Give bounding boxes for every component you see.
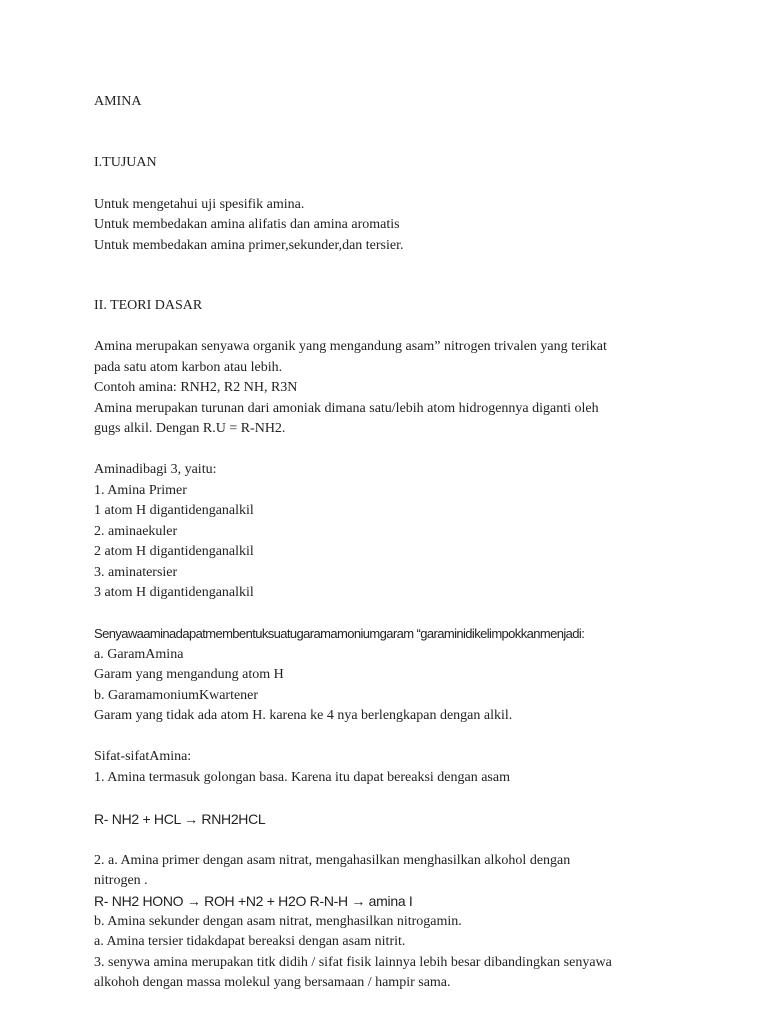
sifat-line: a. Amina tersier tidakdapat bereaksi dengan asam nitrit. xyxy=(94,934,406,950)
tujuan-line: Untuk mengetahui uji spesifik amina. xyxy=(94,196,305,212)
sifat-line: b. Amina sekunder dengan asam nitrat, menghasilkan nitrogamin. xyxy=(94,913,462,929)
sifat-line: 2. a. Amina primer dengan asam nitrat, mengahasilkan menghasilkan alkohol dengan xyxy=(94,852,571,868)
teori-line: Amina merupakan turunan dari amoniak dimana satu/lebih atom hidrogennya diganti oleh xyxy=(94,400,599,416)
klasifikasi-line: 3 atom H digantidenganalkil xyxy=(94,584,254,600)
sifat-line: nitrogen . xyxy=(94,872,148,888)
klasifikasi-line: 1. Amina Primer xyxy=(94,482,187,498)
tujuan-line: Untuk membedakan amina primer,sekunder,dan tersier. xyxy=(94,237,404,253)
sifat-line: 3. senywa amina merupakan titk didih / sifat fisik lainnya lebih besar dibandingkan senyawa xyxy=(94,954,612,970)
garam-line: Garam yang mengandung atom H xyxy=(94,667,284,683)
tujuan-line: Untuk membedakan amina alifatis dan amina aromatis xyxy=(94,217,400,233)
klasifikasi-line: 3. aminatersier xyxy=(94,564,178,580)
teori-line: pada satu atom karbon atau lebih. xyxy=(94,359,283,375)
section-heading-tujuan: I.TUJUAN xyxy=(94,155,157,171)
garam-line: a. GaramAmina xyxy=(94,646,184,662)
section-heading-teori-dasar: II. TEORI DASAR xyxy=(94,298,203,314)
klasifikasi-line: 2 atom H digantidenganalkil xyxy=(94,544,254,560)
teori-line: gugs alkil. Dengan R.U = R-NH2. xyxy=(94,421,286,437)
klasifikasi-line: 2. aminaekuler xyxy=(94,523,178,539)
garam-line: b. GaramamoniumKwartener xyxy=(94,687,259,703)
sifat-line: alkohoh dengan massa molekul yang bersamaan / hampir sama. xyxy=(94,975,451,990)
reaction-equation: R- NH2 + HCL → RNH2HCL xyxy=(94,811,266,828)
teori-line: Contoh amina: RNH2, R2 NH, R3N xyxy=(94,380,298,396)
reaction-equation: R- NH2 HONO → ROH +N2 + H2O R-N-H → amina I xyxy=(94,893,413,910)
document-title: AMINA xyxy=(94,94,142,109)
teori-line: Amina merupakan senyawa organik yang mengandung asam” nitrogen trivalen yang terikat xyxy=(94,339,607,355)
document-page xyxy=(94,92,694,993)
sifat-line: Sifat-sifatAmina: xyxy=(94,749,192,765)
garam-intro-line: Senyawaaminadapatmembentuksuatugaramamoniumgaram “garaminidikelimpokkanmenjadi: xyxy=(94,626,585,642)
garam-line: Garam yang tidak ada atom H. karena ke 4 nya berlengkapan dengan alkil. xyxy=(94,707,513,723)
sifat-line: 1. Amina termasuk golongan basa. Karena itu dapat bereaksi dengan asam xyxy=(94,769,510,785)
klasifikasi-line: 1 atom H digantidenganalkil xyxy=(94,503,254,519)
klasifikasi-line: Aminadibagi 3, yaitu: xyxy=(94,462,217,478)
